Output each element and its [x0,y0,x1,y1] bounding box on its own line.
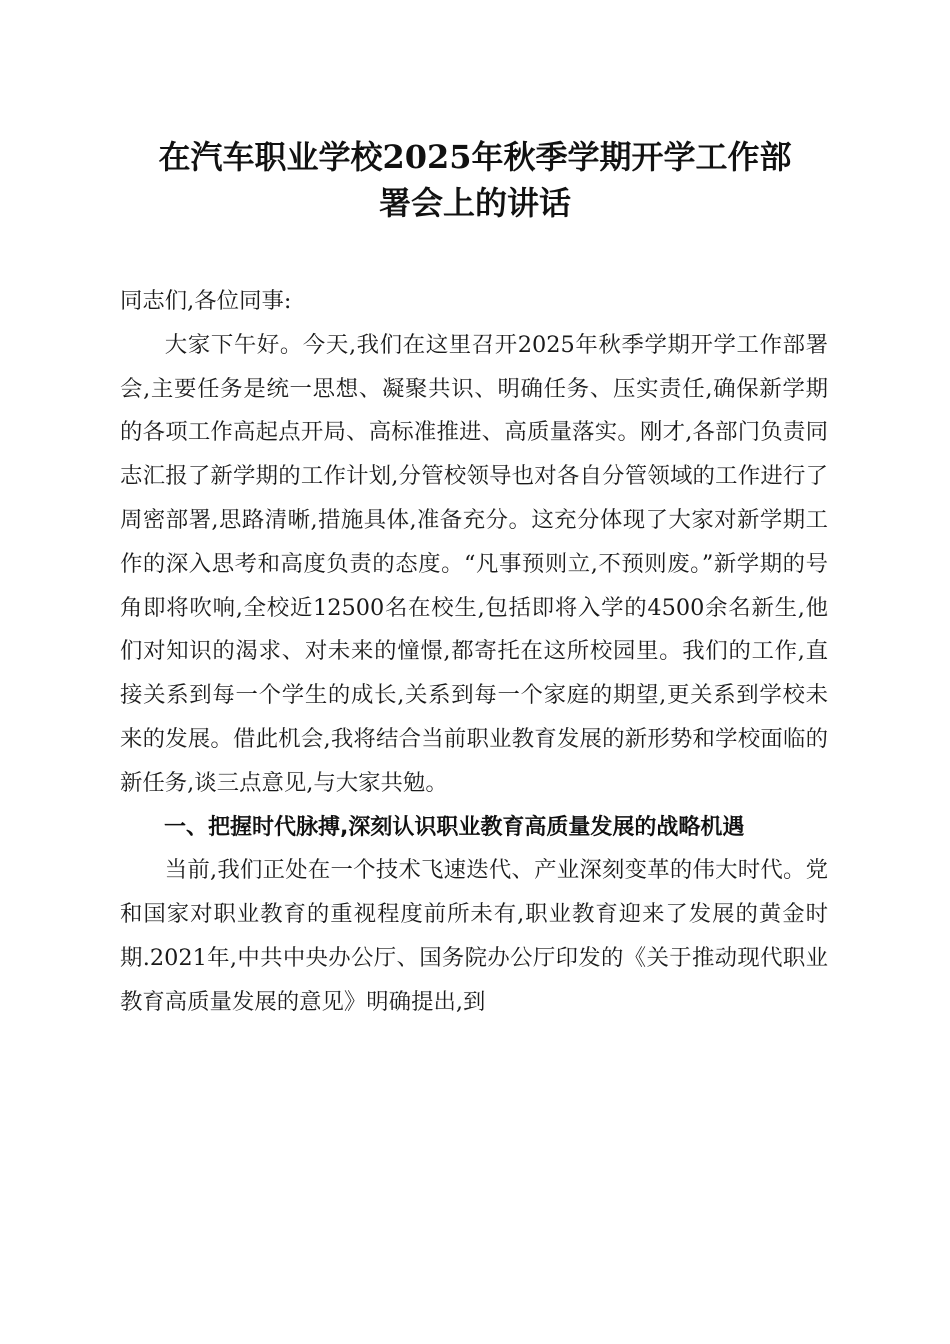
salutation: 同志们,各位同事: [120,288,292,314]
title-line-2: 署会上的讲话 [378,184,571,222]
section-1-paragraph: 当前,我们正处在一个技术飞速迭代、产业深刻变革的伟大时代。党和国家对职业教育的重视程度前所未有,职业教育迎来了发展的黄金时期.2021年,中共中央办公厅、国务院办公厅印发的《关于推动现代职业教育高质量发展的意见》明确提出,到 [120,857,828,1015]
opening-paragraph: 大家下午好。今天,我们在这里召开2025年秋季学期开学工作部署会,主要任务是统一思想、凝聚共识、明确任务、压实责任,确保新学期的各项工作高起点开局、高标准推进、高质量落实。刚才,各部门负责同志汇报了新学期的工作计划,分管校领导也对各自分管领域的工作进行了周密部署,思路清晰,措施具体,准备充分。这充分体现了大家对新学期工作的深入思考和高度负责的态度。“凡事预则立,不预则废。”新学期的号角即将吹响,全校近12500名在校生,包括即将入学的4500余名新生,他们对知识的渴求、对未来的憧憬,都寄托在这所校园里。我们的工作,直接关系到每一个学生的成长,关系到每一个家庭的期望,更关系到学校未来的发展。借此机会,我将结合当前职业教育发展的新形势和学校面临的新任务,谈三点意见,与大家共勉。 [120,331,828,796]
section-heading-1: 一、把握时代脉搏,深刻认识职业教育高质量发展的战略机遇 [164,814,745,840]
title-line-1: 在汽车职业学校2025年秋季学期开学工作部 [158,138,792,176]
document-title [110,134,840,226]
document-body [120,280,828,1025]
